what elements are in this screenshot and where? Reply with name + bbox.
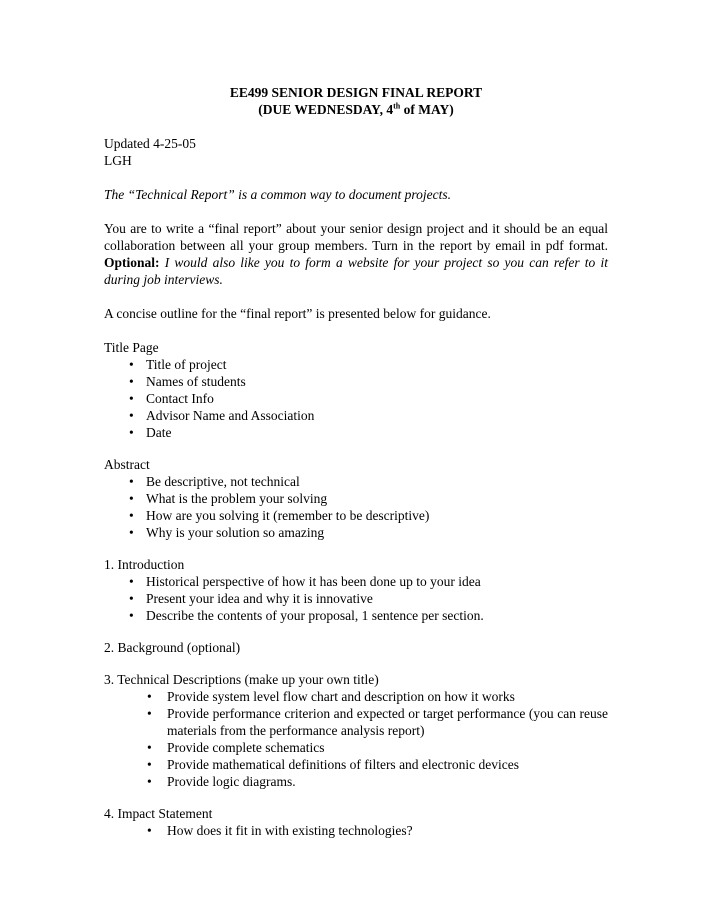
list-item: • Advisor Name and Association: [104, 407, 608, 424]
section-introduction: [104, 556, 608, 624]
meta-block: [104, 135, 608, 169]
list-item: • Provide logic diagrams.: [104, 773, 608, 790]
section-heading: Title Page: [104, 340, 159, 355]
instructions-text: You are to write a “final report” about your senior design project and it should be an equal collaboration between all your group members. Turn in the report by email in pdf format.: [104, 221, 608, 253]
title-line-2-pre: (DUE WEDNESDAY, 4: [258, 102, 394, 117]
updated-date: Updated 4-25-05: [104, 136, 196, 151]
bullet-list: [104, 573, 608, 624]
bullet-list: [104, 822, 608, 839]
list-item: • Why is your solution so amazing: [104, 524, 608, 541]
section-background: [104, 639, 608, 656]
bullet-list: [104, 356, 608, 441]
section-heading: 3. Technical Descriptions (make up your own title): [104, 672, 379, 687]
list-item: • Provide mathematical definitions of filters and electronic devices: [104, 756, 608, 773]
section-title-page: [104, 339, 608, 441]
list-item: • Be descriptive, not technical: [104, 473, 608, 490]
list-item: • Historical perspective of how it has been done up to your idea: [104, 573, 608, 590]
list-item: • Provide system level flow chart and description on how it works: [104, 688, 608, 705]
title-line-2-post: of MAY): [400, 102, 454, 117]
list-item: • How does it fit in with existing technologies?: [104, 822, 608, 839]
title-line-2: [104, 101, 608, 118]
outline-intro: A concise outline for the “final report” is presented below for guidance.: [104, 306, 491, 321]
title-line-2-sup: th: [393, 101, 401, 111]
bullet-list: [104, 473, 608, 541]
list-item: • Names of students: [104, 373, 608, 390]
intro-statement: The “Technical Report” is a common way to document projects.: [104, 187, 451, 202]
section-heading: 4. Impact Statement: [104, 806, 213, 821]
author-initials: LGH: [104, 153, 132, 168]
document-title: [104, 84, 608, 118]
list-item: • Title of project: [104, 356, 608, 373]
list-item: • How are you solving it (remember to be descriptive): [104, 507, 608, 524]
list-item: • Present your idea and why it is innovative: [104, 590, 608, 607]
section-abstract: [104, 456, 608, 541]
bullet-list: [104, 688, 608, 790]
section-heading: 2. Background (optional): [104, 640, 241, 655]
title-line-1: EE499 SENIOR DESIGN FINAL REPORT: [229, 85, 483, 100]
list-item: • What is the problem your solving: [104, 490, 608, 507]
optional-text: I would also like you to form a website for your project so you can refer to it during job interviews.: [104, 255, 608, 287]
section-technical-descriptions: [104, 671, 608, 790]
list-item: • Contact Info: [104, 390, 608, 407]
list-item: • Provide complete schematics: [104, 739, 608, 756]
list-item: • Date: [104, 424, 608, 441]
section-heading: 1. Introduction: [104, 557, 185, 572]
optional-label: Optional:: [104, 255, 160, 270]
instructions-paragraph: [104, 220, 608, 288]
section-heading: Abstract: [104, 457, 150, 472]
section-impact-statement: [104, 805, 608, 839]
list-item: • Describe the contents of your proposal, 1 sentence per section.: [104, 607, 608, 624]
list-item: • Provide performance criterion and expected or target performance (you can reuse materials from the performance analysis report): [104, 705, 608, 739]
